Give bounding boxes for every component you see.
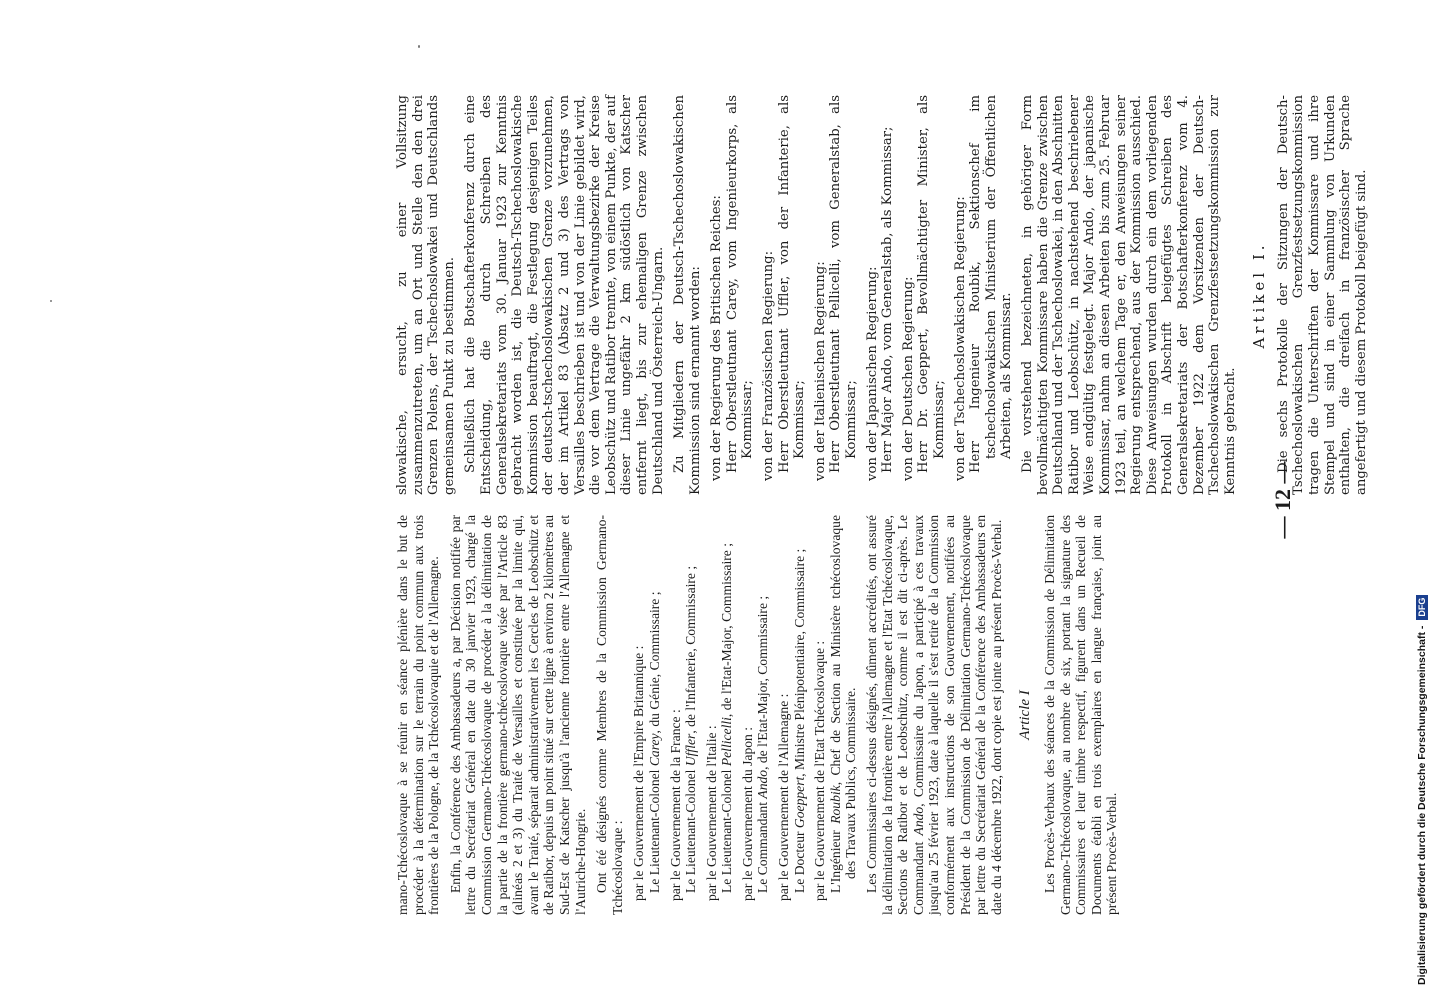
government-line: par le Gouvernement de l'Etat Tchécoslovaque : [812,640,828,901]
member-name: Uffler [683,733,699,767]
member-name: Carey [646,733,662,767]
member-line: Le Lieutenant-Colonel Carey, du Génie, Commissaire ; [646,591,662,893]
member-name: Pellicelli [719,717,735,767]
german-column [395,95,1375,495]
member-line: L'Ingénieur Roubik, Chef de Section au Ministère tchécoslovaque des Travaux Publics, Commissaire. [827,515,859,893]
paragraph: Die sechs Protokolle der Sitzungen der Deutsch-Tschechoslowakischen Grenzfestsetzungskommission tragen die Unterschriften der Kommissare und ihre Stempel und sind in einer Sammlung von Urkunden enthalten, die dreifach in französischer Sprache angefertigt und diesem Protokoll beigefügt sind. [1275,95,1369,495]
member-line: Herr Oberstleutnant Carey, vom Ingenieurkorps, als Kommissar; [724,95,756,473]
member-name: Ando [755,769,771,799]
member-line: Le Lieutenant-Colonel Pellicelli, de l'Etat-Major, Commissaire ; [719,543,735,893]
government-line: von der Japanischen Regierung: [864,266,880,481]
member-line: Le Lieutenant-Colonel Uffler, de l'Infanterie, Commissaire ; [683,565,699,893]
government-line: par le Gouvernement de la France : [667,709,683,901]
member-line: Le Commandant Ando, de l'Etat-Major, Commissaire ; [755,595,771,893]
government-line: par le Gouvernement de l'Empire Britannique : [631,645,647,901]
member-name: Goeppert [791,776,807,829]
government-line: von der Französischen Regierung: [761,250,777,481]
paragraph: Enfin, la Conférence des Ambassadeurs a, par Décision notifiée par lettre du Secrétariat Général en date du 30 janvier 1923, chargé la Commission Germano-Tchécoslovaque de procéder à la délimitation de la partie de la frontière germano-tchécoslovaque visée par l'Article 83 (alinéas 2 et 3) du Traité de Versailles et constituée par la limite qui, avant le Traité, séparait administrativement les Cercles de Leobschütz et de Ratibor, depuis un point situé sur cette ligne à environ 2 kilomètres au Sud-Est de Katscher jusqu'à l'ancienne frontière entre l'Allemagne et l'Autriche-Hongrie. [447,515,588,915]
government-line: von der Italienischen Regierung: [812,261,828,481]
french-column [395,515,1126,915]
government-line: par le Gouvernement du Japon : [739,726,755,901]
member-line: Herr Oberstleutnant Pellicelli, vom Generalstab, als Kommissar; [828,95,860,473]
page-number: — 12 — [1270,461,1295,539]
digitization-note [1407,25,1434,985]
member-name: Roubik [827,785,843,824]
paragraph: Les Procès-Verbaux des séances de la Commission de Délimitation Germano-Tchécoslovaque, au nombre de six, portant la signature des Commissaires et leur timbre respectif, figurent dans un Recueil de Documents établi en trois exemplaires en langue française, joint au présent Procès-Verbal. [1041,515,1120,915]
scan-speck [418,45,420,48]
paragraph: slowakische, ersucht, zu einer Vollsitzung zusammenzutreten, um an Ort und Stelle den den drei Grenzen Polens, der Tschechoslowakei und Deutschlands gemeinsamen Punkt zu bestimmen. [395,95,457,495]
paragraph: Ont été désignés comme Membres de la Commission Germano-Tchécoslovaque : [594,515,625,915]
member-line: Herr Oberstleutnant Uffler, von der Infanterie, als Kommissar; [776,95,808,473]
member-line: Herr Dr. Goeppert, Bevollmächtigter Minister, als Kommissar; [916,95,947,473]
government-line: von der Deutschen Regierung: [900,276,916,481]
paragraph: Zu Mitgliedern der Deutsch-Tschechoslowakischen Kommission sind ernannt worden: [672,95,703,495]
member-line: Le Docteur Goeppert, Ministre Plénipotentiaire, Commissaire ; [791,548,807,893]
paragraph: Schließlich hat die Botschafterkonferenz durch eine Entscheidung, die durch Schreiben des Generalsekretariats vom 30. Januar 1923 zur Kenntnis gebracht worden ist, die Deutsch-Tschechoslowakische Kommission beauftragt, die Festlegung desjenigen Teiles der deutsch-tschechoslowakischen Grenze vorzunehmen, der im Artikel 83 (Absatz 2 und 3) des Vertrags von Versailles beschrieben ist und von der Linie gebildet wird, die vor dem Vertrage die Verwaltungsbezirke der Kreise Leobschütz und Ratibor trennte, von einem Punkte, der auf dieser Linie ungefähr 2 km südöstlich von Katscher entfernt liegt, bis zur ehemaligen Grenze zwischen Deutschland und Österreich-Ungarn. [463,95,666,495]
member-name: Ando [910,806,926,836]
member-line: Herr Ingenieur Roubik, Sektionschef im tschechoslowakischen Ministerium der Öffentlichen Arbeiten, als Kommissar. [968,95,1015,473]
paragraph: Die vorstehend bezeichneten, in gehöriger Form bevollmächtigten Kommissare haben die Grenze zwischen Deutschland und der Tschechoslowakei, in den Abschnitten Ratibor und Leobschütz, in nachstehend beschriebener Weise endgültig festgelegt. Major Ando, der japanische Kommissar, nahm an diesen Arbeiten bis zum 25. Februar 1923 teil, an welchem Tage er, den Anweisungen seiner Regierung entsprechend, aus der Kommission ausschied. Diese Anweisungen wurden durch ein dem vorliegenden Protokoll in Abschrift beigefügtes Schreiben des Generalsekretariats der Botschafterkonferenz vom 4. Dezember 1922 dem Vorsitzenden der Deutsch-Tschechoslowakischen Grenzfestsetzungskommission zur Kenntnis gebracht. [1019,95,1238,495]
government-line: von der Tschechoslowakischen Regierung: [952,196,968,481]
digitization-text: Digitalisierung gefördert durch die Deutsche Forschungsgemeinschaft - [1416,625,1428,985]
paragraph: mano-Tchécoslovaque à se réunir en séance plénière dans le but de procéder à la détermination sur le terrain du point commun aux trois frontières de la Pologne, de la Tchécoslovaquie et de l'Allemagne. [395,515,442,915]
government-line: von der Regierung des Britischen Reiches: [709,195,725,481]
paragraph: Les Commissaires ci-dessus désignés, dûment accrédités, ont assuré la délimitation de la frontière entre l'Allemagne et l'Etat Tchécoslovaque, Sections de Ratibor et de Leobschütz, comme il est dit ci-après. Le Commandant Ando, Commissaire du Japon, a participé à ces travaux jusqu'au 25 février 1923, date à laquelle il s'est retiré de la Commission conformément aux instructions de son Gouvernement, notifiées au Président de la Commission de Délimitation Germano-Tchécoslovaque par lettre du Secrétariat Général de la Conférence des Ambassadeurs en date du 4 décembre 1922, dont copie est jointe au présent Procès-Verbal. [864,515,1004,915]
government-line: par le Gouvernement de l'Allemagne : [776,693,792,901]
dfg-logo: DFG [1416,595,1428,620]
member-line: Herr Major Ando, vom Generalstab, als Kommissar; [880,126,896,473]
article-heading: Article I [1017,690,1034,740]
government-line: par le Gouvernement de l'Italie : [703,725,719,901]
scan-speck [50,300,52,302]
article-heading: Artikel I. [1250,241,1269,349]
